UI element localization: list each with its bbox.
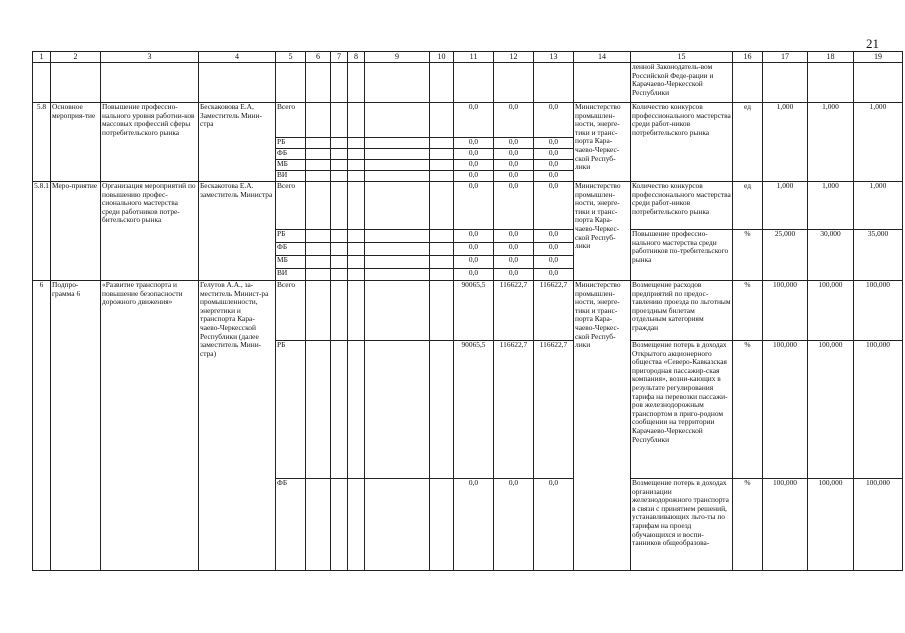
header-row [33, 52, 903, 63]
value-cell: 0,0 [534, 138, 574, 149]
value-cell: 0,0 [534, 171, 574, 182]
unit-cell: % [733, 230, 763, 281]
funding-source: ВИ [276, 171, 306, 182]
value-cell: 1,000 [763, 182, 808, 230]
value-cell: 35,000 [854, 230, 903, 281]
row-responsible: Бескакотова Е.А. заместитель Министра [199, 182, 276, 281]
value-cell: 0,0 [494, 230, 534, 243]
col-header: 19 [854, 52, 903, 63]
col-header: 4 [199, 52, 276, 63]
value-cell: 25,000 [763, 230, 808, 281]
value-cell: 100,000 [854, 479, 903, 571]
row-name: «Развитие транспорта и повышение безопасности дорожного движения» [101, 281, 199, 571]
indicator-cell: Возмещение потерь в доходах Открытого акционерного общества «Северо-Кавказская пригородная пассажир-ская компания», возни-кающих в результате регулирования тарифа на перевозки пассажи-ров железнодорожным транспортом в приго-родном сообщении на территории Карачаево-Черкесской Республики [631, 341, 733, 479]
indicator-cell: Количество конкурсов профессионального мастерства среди работ-ников потребительского рынка [631, 182, 733, 230]
col-header: 13 [534, 52, 574, 63]
value-cell: 0,0 [494, 182, 534, 230]
row-number: 6 [33, 281, 51, 571]
value-cell: 0,0 [534, 230, 574, 243]
value-cell: 0,0 [494, 256, 534, 269]
value-cell: 100,000 [854, 341, 903, 479]
value-cell: 0,0 [454, 479, 494, 571]
unit-cell: % [733, 281, 763, 341]
value-cell: 0,0 [494, 103, 534, 138]
funding-source: МБ [276, 160, 306, 171]
value-cell: 116622,7 [534, 341, 574, 479]
value-cell: 0,0 [454, 182, 494, 230]
value-cell: 100,000 [854, 281, 903, 341]
value-cell: 100,000 [763, 281, 808, 341]
value-cell: 100,000 [763, 341, 808, 479]
col-header: 7 [331, 52, 348, 63]
funding-source: Всего [276, 281, 306, 341]
value-cell: 0,0 [494, 138, 534, 149]
col-header: 3 [101, 52, 199, 63]
col-header: 10 [430, 52, 454, 63]
value-cell: 1,000 [808, 182, 854, 230]
col-header: 15 [631, 52, 733, 63]
value-cell: 100,000 [808, 341, 854, 479]
value-cell: 0,0 [454, 243, 494, 256]
value-cell: 0,0 [494, 479, 534, 571]
value-cell: 0,0 [534, 182, 574, 230]
value-cell: 0,0 [534, 149, 574, 160]
col-header: 11 [454, 52, 494, 63]
value-cell: 100,000 [808, 281, 854, 341]
indicator-cell: Повышение профессио-нального мастерства среди работников по-требительского рынка [631, 230, 733, 281]
value-cell: 116622,7 [494, 341, 534, 479]
unit-cell: ед [733, 182, 763, 230]
value-cell: 100,000 [808, 479, 854, 571]
program-table [32, 51, 903, 571]
row-type: Меро-приятие [51, 182, 101, 281]
row-executor: Министерство промышлен-ности, энерге-тики и транс-порта Кара-чаево-Черкес-ской Респуб-лики [574, 281, 631, 571]
funding-source: МБ [276, 256, 306, 269]
funding-source: РБ [276, 341, 306, 479]
funding-source: Всего [276, 182, 306, 230]
row-number: 5.8.1 [33, 182, 51, 281]
funding-source: Всего [276, 103, 306, 138]
funding-source: ФБ [276, 479, 306, 571]
row-number: 5.8 [33, 103, 51, 182]
value-cell: 0,0 [494, 160, 534, 171]
funding-source: ВИ [276, 269, 306, 281]
col-header: 12 [494, 52, 534, 63]
value-cell: 0,0 [454, 269, 494, 281]
row-executor: Министерство промышлен-ности, энерге-тики и транс-порта Кара-чаево-Черкес-ской Респуб-лики [574, 182, 631, 281]
funding-source: РБ [276, 138, 306, 149]
value-cell: 0,0 [494, 243, 534, 256]
value-cell: 90065,5 [454, 341, 494, 479]
col-header: 18 [808, 52, 854, 63]
indicator-cell: ленной Законодатель-вом Российской Феде-рации и Карачаево-Черкесской Республики [631, 63, 733, 103]
value-cell: 0,0 [494, 269, 534, 281]
row-type: Основное мероприя-тие [51, 103, 101, 182]
table-row [33, 63, 903, 103]
value-cell: 0,0 [454, 138, 494, 149]
indicator-cell: Количество конкурсов профессионального мастерства среди работ-ников потребительского рынка [631, 103, 733, 182]
unit-cell: % [733, 479, 763, 571]
value-cell: 0,0 [534, 269, 574, 281]
col-header: 14 [574, 52, 631, 63]
col-header: 17 [763, 52, 808, 63]
value-cell: 30,000 [808, 230, 854, 281]
value-cell: 1,000 [808, 103, 854, 182]
col-header: 8 [348, 52, 365, 63]
value-cell: 1,000 [854, 103, 903, 182]
unit-cell: ед [733, 103, 763, 182]
value-cell: 0,0 [454, 149, 494, 160]
col-header: 1 [33, 52, 51, 63]
col-header: 6 [306, 52, 331, 63]
row-executor: Министерство промышлен-ности, энерге-тики и транс-порта Кара-чаево-Черкес-ской Респуб-лики [574, 103, 631, 182]
funding-source: ФБ [276, 243, 306, 256]
indicator-cell: Возмещение потерь в доходах организации железнодорожного транспорта в связи с принятием решений, устанавливающих льго-ты по тарифам на проезд обучающихся и воспи-танников общеобразова- [631, 479, 733, 571]
value-cell: 0,0 [454, 230, 494, 243]
value-cell: 0,0 [534, 243, 574, 256]
row-responsible: Бескаковова Е.А, Заместитель Мини-стра [199, 103, 276, 182]
value-cell: 116622,7 [534, 281, 574, 341]
unit-cell: % [733, 341, 763, 479]
value-cell: 0,0 [534, 256, 574, 269]
row-name: Организация мероприятий по повышению профес-сионального мастерства среди работников потре-бительского рынка [101, 182, 199, 281]
page-number: 21 [866, 36, 879, 51]
value-cell: 1,000 [854, 182, 903, 230]
row-responsible: Гелутов А.А., за-меститель Минист-ра промышленности, энергетики и транспорта Кара-чаево-Черкесской Республики (далее заместитель Мини-стра) [199, 281, 276, 571]
col-header: 9 [365, 52, 430, 63]
col-header: 5 [276, 52, 306, 63]
funding-source: РБ [276, 230, 306, 243]
value-cell: 0,0 [494, 149, 534, 160]
funding-source: ФБ [276, 149, 306, 160]
value-cell: 0,0 [534, 479, 574, 571]
value-cell: 0,0 [454, 171, 494, 182]
table-row [33, 281, 903, 341]
table-row [33, 182, 903, 230]
indicator-cell: Возмещение расходов предприятий по предос-тавлению проезда по льготным проездным билетам отдельным категориям граждан [631, 281, 733, 341]
row-type: Подпро-грамма 6 [51, 281, 101, 571]
value-cell: 116622,7 [494, 281, 534, 341]
value-cell: 100,000 [763, 479, 808, 571]
value-cell: 1,000 [763, 103, 808, 182]
col-header: 2 [51, 52, 101, 63]
value-cell: 0,0 [534, 160, 574, 171]
value-cell: 90065,5 [454, 281, 494, 341]
table-row [33, 103, 903, 138]
value-cell: 0,0 [534, 103, 574, 138]
col-header: 16 [733, 52, 763, 63]
value-cell: 0,0 [494, 171, 534, 182]
row-name: Повышение профессио-нального уровня работни-ков массовых профессий сферы потребительского рынка [101, 103, 199, 182]
value-cell: 0,0 [454, 103, 494, 138]
value-cell: 0,0 [454, 160, 494, 171]
value-cell: 0,0 [454, 256, 494, 269]
